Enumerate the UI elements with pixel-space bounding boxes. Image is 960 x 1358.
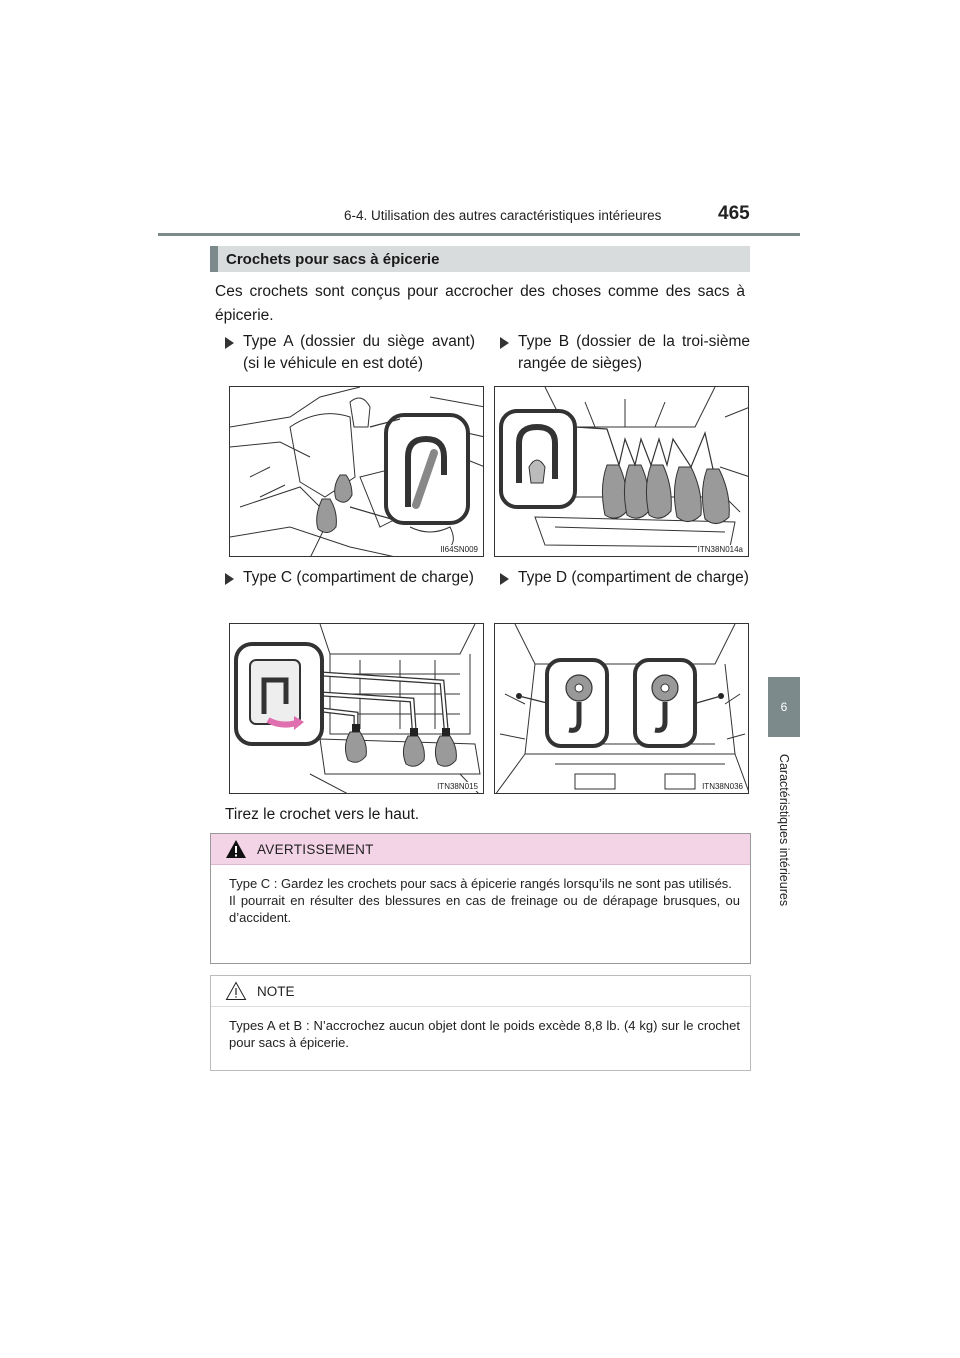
caption-text: Type C (compartiment de charge) xyxy=(243,569,474,586)
front-seat-hook-illustration xyxy=(230,387,484,557)
warning-paragraph: Il pourrait en résulter des blessures en cas de freinage ou de dérapage brusques, ou d’accident. xyxy=(229,893,740,925)
figure-code: ITN38N014a xyxy=(697,545,743,554)
caution-triangle-icon xyxy=(225,981,247,1001)
third-row-hook-illustration xyxy=(495,387,749,557)
note-box xyxy=(210,975,751,1071)
chapter-tab xyxy=(768,677,800,737)
page-number: 465 xyxy=(718,203,750,224)
figure-caption-type-c xyxy=(225,567,475,589)
caption-text: Type A (dossier du siège avant) (si le véhicule en est doté) xyxy=(243,333,475,372)
figure-caption-type-b xyxy=(500,331,750,375)
figure-type-a xyxy=(229,386,484,557)
intro-paragraph: Ces crochets sont conçus pour accrocher des choses comme des sacs à épicerie. xyxy=(215,283,745,324)
running-header-section: 6-4. Utilisation des autres caractéristiques intérieures xyxy=(344,208,662,223)
figure-type-d xyxy=(494,623,749,794)
note-header xyxy=(211,976,750,1007)
warning-body xyxy=(211,865,750,926)
section-title-bar xyxy=(210,246,750,272)
note-label: NOTE xyxy=(257,983,295,999)
figure-code: II64SN009 xyxy=(440,545,478,554)
header-rule xyxy=(158,233,800,236)
caption-text: Type B (dossier de la troi-sième rangée de sièges) xyxy=(518,333,750,372)
warning-label: AVERTISSEMENT xyxy=(257,841,374,857)
figure-type-b xyxy=(494,386,749,557)
warning-box xyxy=(210,833,751,964)
figure-code: ITN38N015 xyxy=(437,782,478,791)
figure-caption-type-a xyxy=(225,331,475,375)
warning-paragraph: Type C : Gardez les crochets pour sacs à épicerie rangés lorsqu’ils ne sont pas utilisés. xyxy=(229,876,732,891)
warning-header xyxy=(211,834,750,865)
note-paragraph: Types A et B : N’accrochez aucun objet dont le poids excède 8,8 lb. (4 kg) sur le crochet pour sacs à épicerie. xyxy=(229,1018,740,1050)
bullet-triangle-icon xyxy=(500,337,509,349)
cargo-hook-d-illustration xyxy=(495,624,749,794)
caption-text: Type D (compartiment de charge) xyxy=(518,569,749,586)
bullet-triangle-icon xyxy=(500,573,509,585)
warning-triangle-icon xyxy=(225,839,247,859)
figure-code: ITN38N036 xyxy=(702,782,743,791)
bullet-triangle-icon xyxy=(225,337,234,349)
figure-type-c xyxy=(229,623,484,794)
chapter-title: Caractéristiques intérieures xyxy=(777,753,791,907)
section-title: Crochets pour sacs à épicerie xyxy=(226,250,440,268)
chapter-number: 6 xyxy=(780,700,788,714)
figure-caption-type-d xyxy=(500,567,750,589)
note-body xyxy=(211,1007,750,1051)
cargo-hook-c-illustration xyxy=(230,624,484,794)
instruction-text: Tirez le crochet vers le haut. xyxy=(225,806,420,823)
bullet-triangle-icon xyxy=(225,573,234,585)
